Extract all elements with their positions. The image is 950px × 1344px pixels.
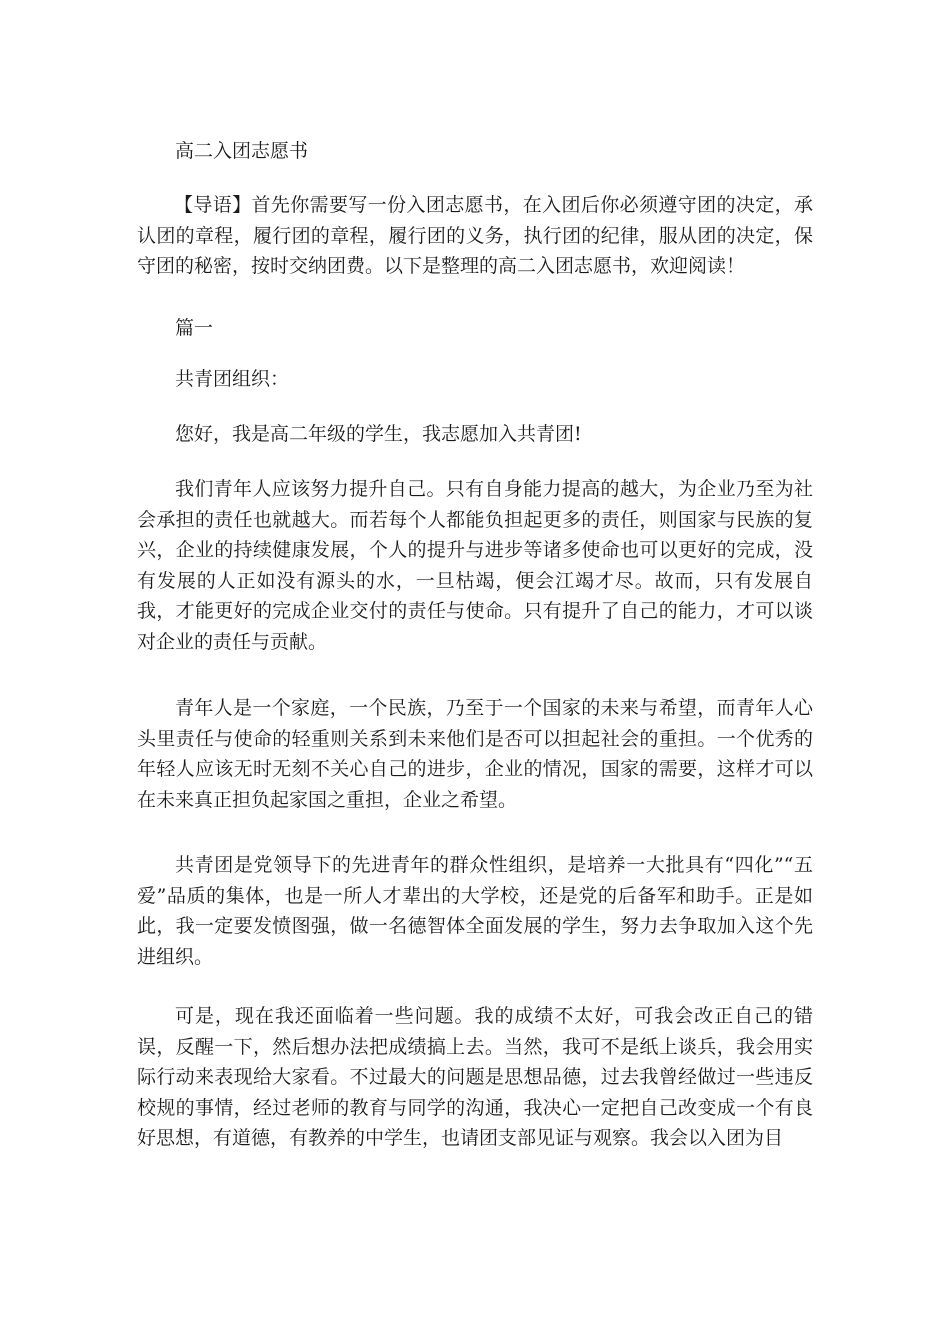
greeting-line: 您好，我是高二年级的学生，我志愿加入共青团! [175,423,582,445]
body-paragraph-1: 我们青年人应该努力提升自己。只有自身能力提高的越大，为企业乃至为社会承担的责任也就越大。而若每个人都能负担起更多的责任，则国家与民族的复兴，企业的持续健康发展，个人的提升与进步等诸多使命也可以更好的完成，没有发展的人正如没有源头的水，一旦枯竭，便会江竭才尽。故而，只有发展自我，才能更好的完成企业交付的责任与使命。只有提升了自己的能力，才可以谈对企业的责任与贡献。 [137,478,813,653]
salutation: 共青团组织： [175,368,290,390]
body-paragraph-3: 共青团是党领导下的先进青年的群众性组织，是培养一大批具有“四化”“五爱”品质的集体，也是一所人才辈出的大学校，还是党的后备军和助手。正是如此，我一定要发愤图强，做一名德智体全面发展的学生，努力去争取加入这个先进组织。 [137,854,813,968]
document-title: 高二入团志愿书 [175,140,309,162]
intro-paragraph: 【导语】首先你需要写一份入团志愿书，在入团后你必须遵守团的决定，承认团的章程，履行团的章程，履行团的义务，执行团的纪律，服从团的决定，保守团的秘密，按时交纳团费。以下是整理的高二入团志愿书，欢迎阅读！ [137,194,813,277]
section-label: 篇一 [175,317,214,339]
body-paragraph-4: 可是，现在我还面临着一些问题。我的成绩不太好，可我会改正自己的错误，反醒一下，然后想办法把成绩搞上去。当然，我可不是纸上谈兵，我会用实际行动来表现给大家看。不过最大的问题是思想品德，过去我曾经做过一些违反校规的事情，经过老师的教育与同学的沟通，我决心一定把自己改变成一个有良好思想，有道德，有教养的中学生，也请团支部见证与观察。我会以入团为目 [137,1005,813,1149]
body-paragraph-2: 青年人是一个家庭，一个民族，乃至于一个国家的未来与希望，而青年人心头里责任与使命的轻重则关系到未来他们是否可以担起社会的重担。一个优秀的年轻人应该无时无刻不关心自己的进步，企业的情况，国家的需要，这样才可以在未来真正担负起家国之重担，企业之希望。 [137,697,813,811]
